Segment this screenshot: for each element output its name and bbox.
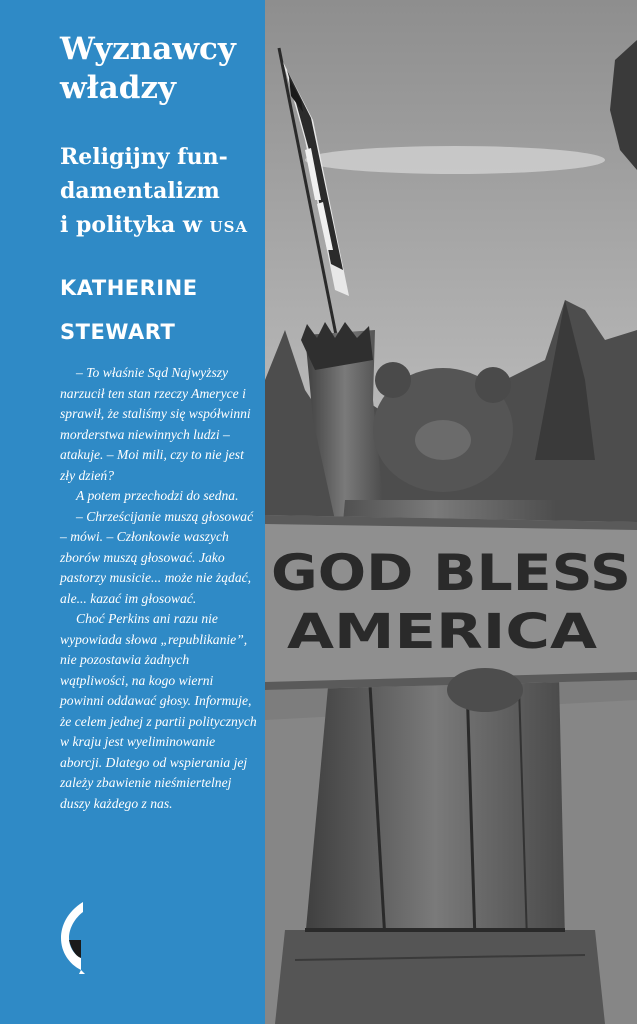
stump-base: [275, 930, 605, 1024]
excerpt-paragraph: Choć Perkins ani razu nie wypowiada słowa „republikanie”, nie pozostawia żadnych wątpliwości, na kogo wierni powinni oddawać głosy. Informuje, że celem jednej z partii politycznych w kraju jest wyeliminowanie aborcji. Dlatego od wspierania jej zależy zbawienie nieśmiertelnej duszy każdego z nas.: [60, 611, 257, 811]
wooden-sign: [265, 515, 637, 690]
back-excerpt: [60, 363, 260, 814]
title-line-2: władzy: [60, 70, 176, 106]
subtitle-usa: USA: [209, 218, 249, 236]
subtitle-line-2: damentalizm: [60, 178, 220, 204]
book-subtitle: [60, 140, 265, 244]
cover-photo: [265, 0, 637, 1024]
author-first-name: KATHERINE: [60, 276, 198, 300]
author-last-name: STEWART: [60, 320, 176, 344]
book-title: [60, 30, 265, 108]
bear-lower-paw: [447, 668, 523, 712]
cloud: [305, 146, 605, 174]
title-line-1: Wyznawcy: [60, 31, 236, 67]
subtitle-line-1: Religijny fun-: [60, 144, 228, 170]
sign-line-2: AMERICA: [287, 604, 597, 660]
excerpt-paragraph: A potem przechodzi do sedna.: [76, 488, 239, 503]
excerpt-paragraph: – Chrześcijanie muszą głosować – mówi. – Członkowie waszych zborów muszą głosować. Jako pastorzy musicie... może nie żądać, ale... kazać im głosować.: [60, 508, 254, 606]
sign-line-1: GOD BLESS: [271, 544, 631, 602]
subtitle-line-3: i polityka w: [60, 212, 210, 238]
excerpt-paragraph: – To właśnie Sąd Najwyższy narzucił ten stan rzeczy Ameryce i sprawił, że staliśmy się współwinni morderstwa niewinnych ludzi – atakuje. – Moi mili, czy to nie jest zły dzień?: [60, 365, 251, 483]
cover-text-panel: [0, 0, 265, 1024]
publisher-logo-icon: [57, 898, 89, 978]
